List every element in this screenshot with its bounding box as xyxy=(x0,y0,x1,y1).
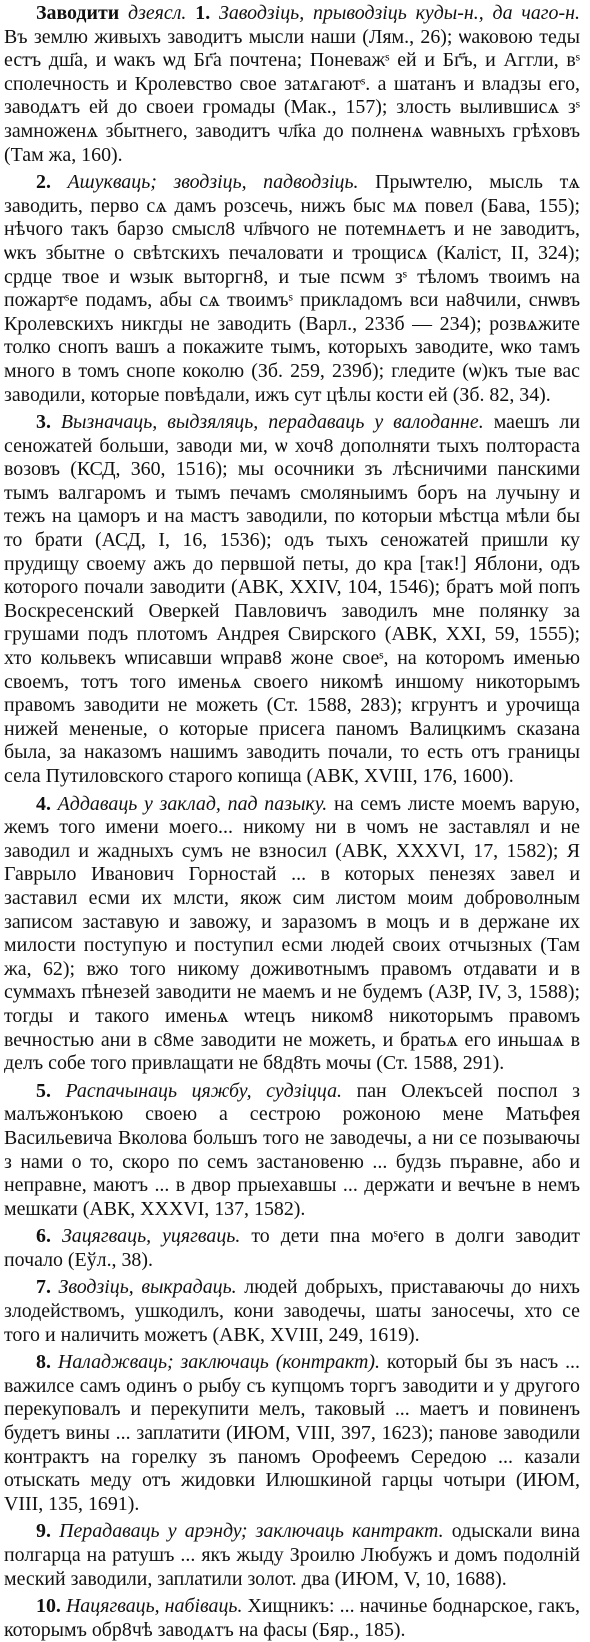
sense-citations: людей добрыхъ, приставаючы до нихъ злодействомъ, ушкодилъ, кони заводечы, шаты заносечы, хто се того и наличить можетъ (АВК, XVIII, 249, 1619). xyxy=(4,1276,580,1346)
sense-gloss: Вызначаць, выдзяляць, перадаваць у валоданне. xyxy=(60,411,484,434)
sense-gloss: Нацягваць, набіваць. xyxy=(65,1595,243,1618)
sense-citations: на семъ листе моемъ варую, жемъ того имени моего... никому ни в чомъ не заставлял и не заводил и жадныхъ сумъ не взносил (АВК, XXXVI, 17, 1582); Я Гаврыло Иванович Горностай ... в которых пенезях завел и заставил есми их млсти, якож сим листом моим доброволным записом заставую и завожу, и заразомъ в моцъ и в держане их милости поступую и поступил есми людей своих отчызных (Там жа, 62); вжо того никому доживотнымъ правомъ отдавати и в суммахъ пѣнезей заводити не маемъ и не будемъ (АЗР, IV, 3, 1588); тогды и такого именьѧ ѡтецъ ником8 никоторымъ правомъ вечностью ани в с8ме заводити не можеть, и братьѧ его иньшаѧ в делъ собе того привлащати не б8д8ть мочы (Ст. 1588, 291). xyxy=(4,792,580,1075)
sense-gloss: Заводзіць, прыводзіць куды-н., да чаго-н. xyxy=(219,2,580,24)
sense-citations: одыскали вина полгарца на ратушъ ... якъ жыду Зроилю Любужъ и домъ подолній меский заводили, заплатили золот. два (ИЮМ, V, 10, 1688). xyxy=(4,1520,580,1590)
sense-number: 7. xyxy=(36,1276,51,1299)
sense-gloss: Наладжваць; заключаць (контракт). xyxy=(57,1351,380,1374)
sense-citations: пан Олекъсей поспол з малъжонъкою своею а сестрою рожоною мене Матьфея Васильевича Вколова большъ того не заводечы, а ни се позываючы з нами о то, скоро по семъ застановеню ... будзь пъравне, або и неправне, маютъ ... в двор прыехавшы ... держати и вечъне в немъ мешкати (АВК, XXXVI, 137, 1582). xyxy=(4,1079,580,1220)
sense-gloss: Зацягваць, уцягваць. xyxy=(61,1225,241,1248)
sense-gloss: Перадаваць у арэнду; заключаць кантракт. xyxy=(59,1520,444,1543)
sense-gloss: Ашукваць; зводзіць, падводзіць. xyxy=(67,171,359,194)
sense-3 xyxy=(4,411,580,789)
headword: Заводити xyxy=(36,2,120,24)
sense-citations: Въ землю живыхъ заводитъ мысли наши (Лям., 26); ѡаковою теды естъ дш҃а, и ѡакъ ѡд Бг҃а почтена; Поневажˢ ей и Бг҃ъ, и Аггли, вˢ сполечность и Кролевство свое затѧгаютˢ. а шатанъ и владзы его, заводѧтъ ей до своеи громады (Мак., 157); злость вылившисѧ зˢ замноженѧ збытнего, заводитъ чл҃ка до полненѧ ѡавныхъ грѣховъ (Там жа, 160). xyxy=(4,25,580,166)
sense-4 xyxy=(4,793,580,1076)
sense-8 xyxy=(4,1351,580,1516)
sense-number: 6. xyxy=(36,1225,51,1248)
sense-number: 9. xyxy=(36,1520,51,1543)
sense-number: 2. xyxy=(36,171,51,194)
sense-citations: который бы зъ насъ ... важилсе самъ одинъ о рыбу съ купцомъ торгъ заводити и у другого перекуповалъ и перекупити мелъ, таковый ... маетъ и повиненъ будетъ вины ... заплатити (ИЮМ, VIII, 397, 1623); панове заводили контрактъ на горелку зъ паномъ Орофеемъ Середою ... казали отыскать меду отъ жидовки Илюшкиной гарцы чотыри (ИЮМ, VIII, 135, 1691). xyxy=(4,1351,580,1515)
sense-1 xyxy=(4,2,580,167)
grammar-label: дзеясл. xyxy=(128,2,187,24)
sense-gloss: Зводзіць, выкрадаць. xyxy=(58,1276,237,1299)
sense-7 xyxy=(4,1276,580,1347)
sense-number: 8. xyxy=(36,1351,51,1374)
sense-citations: Прыѡтелю, мысль тѧ заводить, перво сѧ дамъ розсечь, нижъ быс мѧ повел (Бава, 155); нѣчого такъ барзо смысл8 чл҃вчого не потемнѧетъ и не заводитъ, ѡкъ збытне о свѣтскихъ печаловати и трощисѧ (Каліст, II, 324); срдце твое и ѡзык выторгн8, и тые псѡм зˢ тѣломъ твоимъ на пожартˢе подамъ, абы сѧ твоимъˢ прикладомъ вси на8чили, снѡвъ Кролевскихъ никгды не заводить (Варл., 233б — 234); розвѧжите толко снопъ вашъ а покажите тымъ, которыхъ заводите, ѡко тамъ много в томъ снопе коколю (Зб. 259, 239б); гледите (ѡ)къ тые вас заводили, которые повѣдали, ижъ сут цѣлы кости ей (Зб. 82, 34). xyxy=(4,171,581,406)
sense-number: 4. xyxy=(36,792,51,815)
sense-gloss: Распачынаць цяжбу, судзіцца. xyxy=(65,1079,342,1102)
sense-5 xyxy=(4,1080,580,1222)
sense-6 xyxy=(4,1225,580,1272)
sense-10 xyxy=(4,1595,580,1642)
sense-citations: Хищникъ: ... начиньe боднарское, гакъ, которымъ обр8чѣ заводѧтъ на фасы (Бяр., 185). xyxy=(4,1595,580,1641)
sense-number: 10. xyxy=(36,1595,61,1618)
sense-citations: маешъ ли сеножатей больши, заводи ми, ѡ хоч8 дополняти тыхъ полтораста возовъ (КСД, 360, 1516); мы осочники зъ лѣсничими панскими тымъ валгаромъ и тымъ печамъ смоляныимъ боръ на лучыну и тежъ на цаморъ и на мастъ заводили, по которыи мѣстца мѣли бы то брати (АСД, I, 16, 1536); одъ тыхъ сеножатей пришли ку прудищу своему ажъ до первшой петы, до кра [так!] Яблони, одъ которого почали заводити (АВК, XXIV, 104, 1546); братъ мой попъ Воскресенский Оверкей Павловичъ заводилъ мне полянку за грушами подъ плотомъ Андрея Свирского (АВК, XXI, 59, 1555); хто кольвекъ ѡписавши ѡправ8 жоне своеˢ, на которомъ именью своемъ, тотъ того именьѧ своего никомѣ иншому никоторымъ правомъ заводити не можеть (Ст. 1588, 283); кгрунтъ и урочища нижей мененые, о которые присега паномъ Валицкимъ сказана была, за наказомъ нашимъ заводить почали, то есть отъ границы села Путиловского старого копища (АВК, XVIII, 176, 1600). xyxy=(4,411,580,787)
sense-2 xyxy=(4,171,580,407)
sense-number: 1. xyxy=(195,2,211,24)
sense-number: 3. xyxy=(36,411,51,434)
sense-citations: то дети пна моˢего в долги заводит почало (Еўл., 38). xyxy=(4,1225,580,1271)
sense-gloss: Аддаваць у заклад, пад пазыку. xyxy=(57,792,328,815)
sense-number: 5. xyxy=(36,1079,51,1102)
sense-9 xyxy=(4,1520,580,1591)
